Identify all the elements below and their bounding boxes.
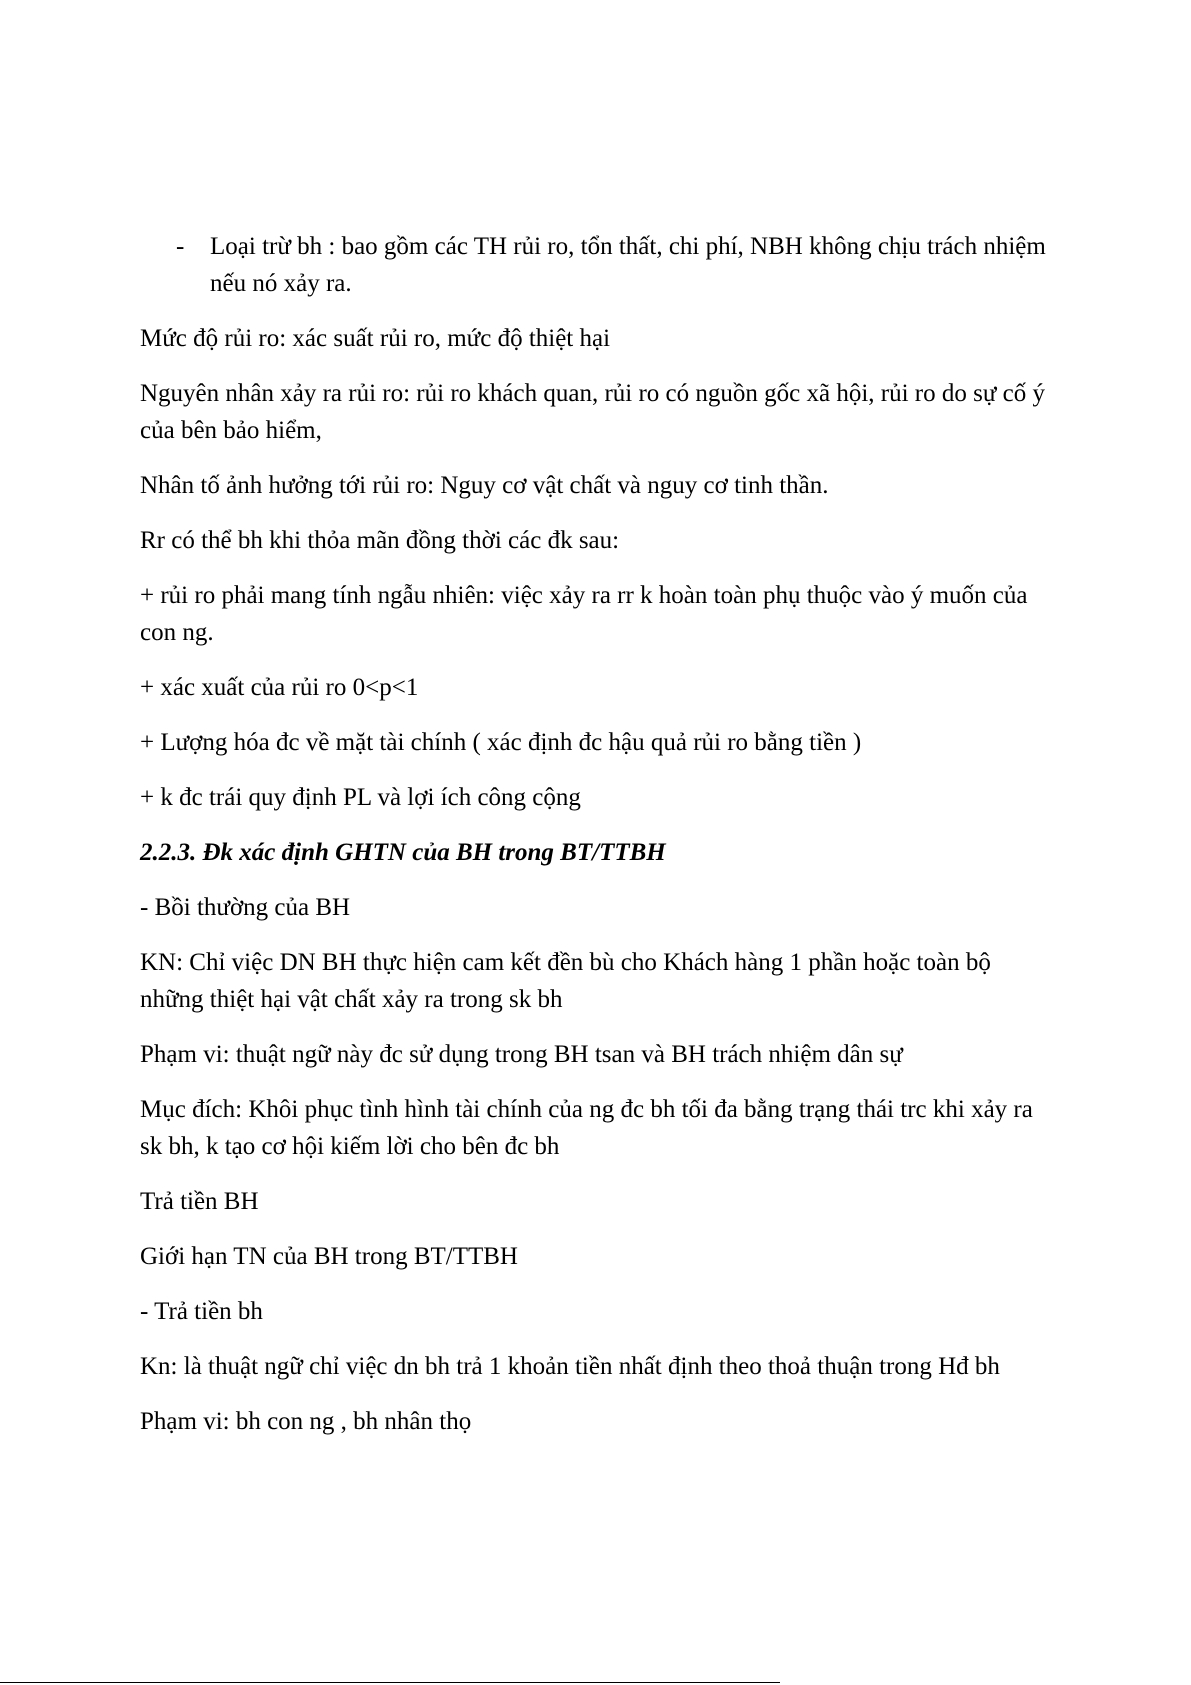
paragraph-risk-factors: Nhân tố ảnh hưởng tới rủi ro: Nguy cơ vật chất và nguy cơ tinh thần. <box>140 472 829 499</box>
paragraph-condition-probability: + xác xuất của rủi ro 0<p<1 <box>140 674 419 701</box>
paragraph-compensation-concept: KN: Chỉ việc DN BH thực hiện cam kết đền bù cho Khách hàng 1 phần hoặc toàn bộ những thiệt hại vật chất xảy ra trong sk bh <box>140 949 991 1013</box>
paragraph-insurable-conditions: Rr có thể bh khi thỏa mãn đồng thời các đk sau: <box>140 527 620 554</box>
paragraph-payment-scope: Phạm vi: bh con ng , bh nhân thọ <box>140 1408 472 1435</box>
paragraph-liability-limit: Giới hạn TN của BH trong BT/TTBH <box>140 1243 518 1270</box>
paragraph-payment: - Trả tiền bh <box>140 1298 263 1325</box>
paragraph-risk-causes: Nguyên nhân xảy ra rủi ro: rủi ro khách quan, rủi ro có nguồn gốc xã hội, rủi ro do sự cố ý của bên bảo hiểm, <box>140 380 1045 444</box>
paragraph-condition-quantifiable: + Lượng hóa đc về mặt tài chính ( xác định đc hậu quả rủi ro bằng tiền ) <box>140 729 862 756</box>
paragraph-compensation: - Bồi thường của BH <box>140 894 351 921</box>
bullet-text: Loại trừ bh : bao gồm các TH rủi ro, tổn thất, chi phí, NBH không chịu trách nhiệm nếu nó xảy ra. <box>210 233 1046 297</box>
document-body <box>140 228 1060 1458</box>
bullet-dash: - <box>176 233 185 260</box>
paragraph-payment-title: Trả tiền BH <box>140 1188 259 1215</box>
paragraph-compensation-scope: Phạm vi: thuật ngữ này đc sử dụng trong BH tsan và BH trách nhiệm dân sự <box>140 1041 903 1068</box>
paragraph-compensation-purpose: Mục đích: Khôi phục tình hình tài chính của ng đc bh tối đa bằng trạng thái trc khi xảy ra sk bh, k tạo cơ hội kiếm lời cho bên đc bh <box>140 1096 1033 1160</box>
section-heading: 2.2.3. Đk xác định GHTN của BH trong BT/TTBH <box>140 839 666 866</box>
paragraph-risk-level: Mức độ rủi ro: xác suất rủi ro, mức độ thiệt hại <box>140 325 611 352</box>
paragraph-condition-legal: + k đc trái quy định PL và lợi ích công cộng <box>140 784 581 811</box>
paragraph-condition-random: + rủi ro phải mang tính ngẫu nhiên: việc xảy ra rr k hoàn toàn phụ thuộc vào ý muốn của con ng. <box>140 582 1028 646</box>
bullet-item-exclusions <box>140 228 1060 302</box>
bottom-divider <box>0 1682 780 1683</box>
paragraph-payment-concept: Kn: là thuật ngữ chỉ việc dn bh trả 1 khoản tiền nhất định theo thoả thuận trong Hđ bh <box>140 1353 1000 1380</box>
